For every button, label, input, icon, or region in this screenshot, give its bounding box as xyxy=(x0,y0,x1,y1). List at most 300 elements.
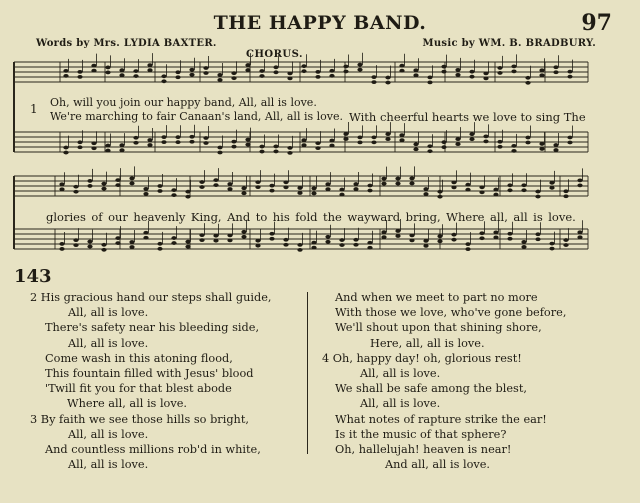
note-head xyxy=(507,237,512,241)
note-head xyxy=(507,232,512,236)
note-head xyxy=(63,69,68,73)
note-head xyxy=(297,186,302,190)
note-head xyxy=(269,232,274,236)
note-head xyxy=(553,143,558,147)
note-head xyxy=(339,193,344,197)
note-head xyxy=(315,70,320,74)
note-head xyxy=(73,243,78,247)
note-head xyxy=(203,71,208,75)
note-head xyxy=(161,74,166,78)
note-head xyxy=(329,69,334,73)
note-head xyxy=(525,136,530,140)
hymn-number: 143 xyxy=(14,266,52,287)
note-head xyxy=(549,181,554,185)
verse-number: 1 xyxy=(30,102,38,116)
note-head xyxy=(451,181,456,185)
note-head xyxy=(521,245,526,249)
stanza-line: All, all is love. xyxy=(360,366,441,380)
lyric-word: Where xyxy=(446,210,485,224)
note-head xyxy=(157,242,162,246)
note-head xyxy=(465,247,470,251)
lyric-word: all, xyxy=(490,210,508,224)
note-head xyxy=(385,76,390,80)
note-head xyxy=(437,234,442,238)
note-head xyxy=(157,247,162,251)
note-head xyxy=(497,140,502,144)
note-head xyxy=(245,138,250,142)
note-head xyxy=(133,141,138,145)
note-head xyxy=(423,239,428,243)
note-head xyxy=(115,178,120,182)
note-head xyxy=(311,246,316,250)
note-head xyxy=(91,64,96,68)
note-head xyxy=(357,140,362,144)
note-head xyxy=(101,248,106,252)
note-head xyxy=(287,72,292,76)
lyric-word: fold xyxy=(295,210,318,224)
note-head xyxy=(143,231,148,235)
note-head xyxy=(409,181,414,185)
note-head xyxy=(77,145,82,149)
note-head xyxy=(273,70,278,74)
note-head xyxy=(283,238,288,242)
note-head xyxy=(409,239,414,243)
note-head xyxy=(119,143,124,147)
note-head xyxy=(535,190,540,194)
stanza-line: All, all is love. xyxy=(68,427,149,441)
stanza-line: 4 Oh, happy day! oh, glorious rest! xyxy=(322,351,522,365)
note-head xyxy=(539,73,544,77)
note-head xyxy=(273,65,278,69)
note-head xyxy=(115,236,120,240)
stanza-line: This fountain filled with Jesus' blood xyxy=(45,366,254,380)
stanza-line: Is it the music of that sphere? xyxy=(335,427,507,441)
stanza-line: All, all is love. xyxy=(68,306,149,320)
note-head xyxy=(227,187,232,191)
hymn-title: THE HAPPY BAND. xyxy=(213,12,427,34)
note-head xyxy=(371,140,376,144)
note-head xyxy=(301,64,306,68)
note-head xyxy=(115,183,120,187)
note-head xyxy=(129,245,134,249)
note-head xyxy=(563,189,568,193)
lyric-word: glories xyxy=(46,210,86,224)
note-head xyxy=(483,77,488,81)
note-head xyxy=(147,138,152,142)
stanza-line: What notes of rapture strike the ear! xyxy=(335,412,547,426)
stanza-line: All, all is love. xyxy=(360,397,441,411)
note-head xyxy=(577,230,582,234)
note-head xyxy=(399,64,404,68)
note-head xyxy=(255,185,260,189)
note-head xyxy=(353,187,358,191)
note-head xyxy=(213,183,218,187)
chorus-lyric: With cheerful hearts we love to sing The xyxy=(349,110,586,124)
note-head xyxy=(287,146,292,150)
note-head xyxy=(437,239,442,243)
note-head xyxy=(185,190,190,194)
note-head xyxy=(493,193,498,197)
note-head xyxy=(423,192,428,196)
stanza-line: Come wash in this atoning flood, xyxy=(45,351,233,365)
note-head xyxy=(245,68,250,72)
note-head xyxy=(483,139,488,143)
note-head xyxy=(147,143,152,147)
note-head xyxy=(297,191,302,195)
note-head xyxy=(101,182,106,186)
note-head xyxy=(143,236,148,240)
page-number: 97 xyxy=(581,10,612,36)
note-head xyxy=(213,178,218,182)
note-head xyxy=(511,149,516,153)
note-head xyxy=(87,184,92,188)
note-head xyxy=(507,188,512,192)
note-head xyxy=(59,187,64,191)
note-head xyxy=(563,194,568,198)
note-head xyxy=(343,65,348,69)
note-head xyxy=(301,138,306,142)
note-head xyxy=(185,240,190,244)
lyric-word: wayward xyxy=(347,210,401,224)
note-head xyxy=(231,71,236,75)
note-head xyxy=(147,63,152,67)
note-head xyxy=(535,195,540,199)
note-head xyxy=(395,234,400,238)
note-head xyxy=(353,243,358,247)
note-head xyxy=(73,190,78,194)
note-head xyxy=(287,151,292,155)
note-head xyxy=(171,236,176,240)
note-head xyxy=(567,75,572,79)
note-head xyxy=(343,70,348,74)
stanza-line: We'll shout upon that shining shore, xyxy=(335,321,542,335)
note-head xyxy=(217,73,222,77)
lyric-word: heavenly xyxy=(133,210,186,224)
note-head xyxy=(231,145,236,149)
note-head xyxy=(227,239,232,243)
note-head xyxy=(161,140,166,144)
note-head xyxy=(353,182,358,186)
note-head xyxy=(465,242,470,246)
lyric-word: is xyxy=(533,210,543,224)
note-head xyxy=(91,69,96,73)
note-head xyxy=(455,137,460,141)
note-head xyxy=(63,74,68,78)
note-head xyxy=(479,185,484,189)
note-head xyxy=(427,80,432,84)
note-head xyxy=(199,180,204,184)
note-head xyxy=(157,184,162,188)
note-head xyxy=(217,78,222,82)
note-head xyxy=(227,234,232,238)
note-head xyxy=(451,233,456,237)
note-head xyxy=(521,188,526,192)
note-head xyxy=(455,142,460,146)
note-head xyxy=(497,66,502,70)
note-head xyxy=(311,186,316,190)
note-head xyxy=(437,190,442,194)
lyric-word: our xyxy=(108,210,128,224)
note-head xyxy=(357,68,362,72)
note-head xyxy=(479,231,484,235)
note-head xyxy=(189,73,194,77)
lyric-word: of xyxy=(91,210,103,224)
note-head xyxy=(259,150,264,154)
lyric-word: bring, xyxy=(405,210,441,224)
stanza-line: We shall be safe among the blest, xyxy=(335,382,527,396)
note-head xyxy=(325,240,330,244)
stanza-line: Oh, hallelujah! heaven is near! xyxy=(335,442,512,456)
music-credit: Music by WM. B. BRADBURY. xyxy=(422,38,596,49)
note-head xyxy=(269,184,274,188)
note-head xyxy=(273,150,278,154)
note-head xyxy=(511,144,516,148)
note-head xyxy=(87,240,92,244)
stanza-line: 'Twill fit you for that blest abode xyxy=(45,382,232,396)
note-head xyxy=(105,149,110,153)
note-head xyxy=(577,183,582,187)
note-head xyxy=(73,238,78,242)
note-head xyxy=(483,72,488,76)
note-head xyxy=(87,179,92,183)
note-head xyxy=(133,69,138,73)
lyric-line-b: We're marching to fair Canaan's land, All, all is love. xyxy=(50,110,343,123)
note-head xyxy=(399,138,404,142)
note-head xyxy=(395,182,400,186)
note-head xyxy=(189,68,194,72)
note-head xyxy=(129,181,134,185)
lyric-word: love. xyxy=(548,210,576,224)
note-head xyxy=(493,235,498,239)
column-divider xyxy=(307,292,308,454)
note-head xyxy=(511,64,516,68)
note-head xyxy=(577,235,582,239)
note-head xyxy=(59,242,64,246)
note-head xyxy=(77,70,82,74)
note-head xyxy=(563,243,568,247)
note-head xyxy=(357,63,362,67)
note-head xyxy=(371,135,376,139)
note-head xyxy=(245,143,250,147)
note-head xyxy=(371,75,376,79)
note-head xyxy=(231,76,236,80)
note-head xyxy=(189,135,194,139)
note-head xyxy=(175,140,180,144)
note-head xyxy=(297,248,302,252)
lyric-word: all xyxy=(513,210,528,224)
note-head xyxy=(133,136,138,140)
note-head xyxy=(469,75,474,79)
stanza-line: All, all is love. xyxy=(68,336,149,350)
note-head xyxy=(161,79,166,83)
note-head xyxy=(231,140,236,144)
note-head xyxy=(343,137,348,141)
lyric-word: his xyxy=(272,210,290,224)
note-head xyxy=(119,73,124,77)
note-head xyxy=(525,141,530,145)
note-head xyxy=(525,81,530,85)
note-head xyxy=(549,242,554,246)
note-head xyxy=(577,178,582,182)
note-head xyxy=(77,140,82,144)
note-head xyxy=(203,66,208,70)
note-head xyxy=(115,241,120,245)
note-head xyxy=(441,140,446,144)
note-head xyxy=(385,137,390,141)
note-head xyxy=(175,70,180,74)
note-head xyxy=(497,145,502,149)
note-head xyxy=(427,144,432,148)
note-head xyxy=(101,243,106,247)
note-head xyxy=(175,75,180,79)
note-head xyxy=(269,237,274,241)
note-head xyxy=(311,191,316,195)
note-head xyxy=(283,185,288,189)
note-head xyxy=(483,134,488,138)
note-head xyxy=(423,187,428,191)
note-head xyxy=(549,186,554,190)
stanza-line: There's safety near his bleeding side, xyxy=(45,321,260,335)
note-head xyxy=(63,151,68,155)
note-head xyxy=(399,69,404,73)
note-head xyxy=(409,234,414,238)
note-head xyxy=(105,66,110,70)
note-head xyxy=(493,230,498,234)
note-head xyxy=(213,234,218,238)
note-head xyxy=(413,147,418,151)
note-head xyxy=(367,246,372,250)
note-head xyxy=(217,151,222,155)
note-head xyxy=(339,188,344,192)
note-head xyxy=(507,183,512,187)
note-head xyxy=(381,230,386,234)
note-head xyxy=(287,77,292,81)
note-head xyxy=(413,68,418,72)
stanza-line: And when we meet to part no more xyxy=(335,291,538,304)
note-head xyxy=(385,132,390,136)
note-head xyxy=(301,69,306,73)
note-head xyxy=(339,243,344,247)
note-head xyxy=(563,238,568,242)
note-head xyxy=(199,233,204,237)
note-head xyxy=(189,140,194,144)
note-head xyxy=(479,190,484,194)
note-head xyxy=(367,184,372,188)
note-head xyxy=(441,70,446,74)
lyric-line-a: Oh, will you join our happy band, All, all is love. xyxy=(50,96,317,109)
note-head xyxy=(241,230,246,234)
note-head xyxy=(259,74,264,78)
note-head xyxy=(241,186,246,190)
note-head xyxy=(297,243,302,247)
note-head xyxy=(255,180,260,184)
note-head xyxy=(567,70,572,74)
note-head xyxy=(465,183,470,187)
note-head xyxy=(497,71,502,75)
lyric-word: the xyxy=(323,210,342,224)
note-head xyxy=(213,239,218,243)
note-head xyxy=(245,63,250,67)
note-head xyxy=(469,132,474,136)
note-head xyxy=(283,180,288,184)
note-head xyxy=(315,75,320,79)
note-head xyxy=(259,145,264,149)
note-head xyxy=(567,136,572,140)
note-head xyxy=(381,177,386,181)
note-head xyxy=(413,142,418,146)
note-head xyxy=(311,241,316,245)
note-head xyxy=(241,235,246,239)
note-head xyxy=(171,193,176,197)
lyric-word: to xyxy=(255,210,268,224)
note-head xyxy=(59,182,64,186)
note-head xyxy=(105,71,110,75)
stanzas-left-column xyxy=(30,290,310,472)
note-head xyxy=(385,81,390,85)
note-head xyxy=(325,187,330,191)
note-head xyxy=(465,188,470,192)
note-head xyxy=(539,142,544,146)
note-head xyxy=(203,141,208,145)
note-head xyxy=(441,145,446,149)
note-head xyxy=(437,195,442,199)
note-head xyxy=(175,135,180,139)
note-head xyxy=(325,182,330,186)
note-head xyxy=(199,185,204,189)
note-head xyxy=(255,244,260,248)
note-head xyxy=(273,145,278,149)
note-head xyxy=(129,176,134,180)
note-head xyxy=(451,238,456,242)
note-head xyxy=(539,147,544,151)
note-head xyxy=(217,146,222,150)
note-head xyxy=(493,188,498,192)
stanza-line: Here, all, all is love. xyxy=(370,336,485,350)
note-head xyxy=(199,238,204,242)
note-head xyxy=(63,146,68,150)
note-head xyxy=(395,229,400,233)
note-head xyxy=(227,182,232,186)
note-head xyxy=(549,247,554,251)
note-head xyxy=(129,240,134,244)
note-head xyxy=(367,189,372,193)
note-head xyxy=(329,139,334,143)
note-head xyxy=(203,136,208,140)
note-head xyxy=(535,232,540,236)
note-head xyxy=(353,238,358,242)
note-head xyxy=(143,192,148,196)
note-head xyxy=(539,68,544,72)
note-head xyxy=(339,238,344,242)
note-head xyxy=(255,239,260,243)
note-head xyxy=(119,148,124,152)
stanza-line: 3 By faith we see those hills so bright, xyxy=(30,412,249,426)
note-head xyxy=(367,241,372,245)
note-head xyxy=(441,65,446,69)
lyric-row-2 xyxy=(46,210,576,224)
note-head xyxy=(525,76,530,80)
note-head xyxy=(469,70,474,74)
lyric-word: And xyxy=(227,210,251,224)
note-head xyxy=(409,176,414,180)
note-head xyxy=(73,185,78,189)
stanza-line: And countless millions rob'd in white, xyxy=(45,442,261,456)
note-head xyxy=(185,245,190,249)
note-head xyxy=(315,146,320,150)
note-head xyxy=(427,149,432,153)
note-head xyxy=(315,141,320,145)
note-head xyxy=(413,73,418,77)
